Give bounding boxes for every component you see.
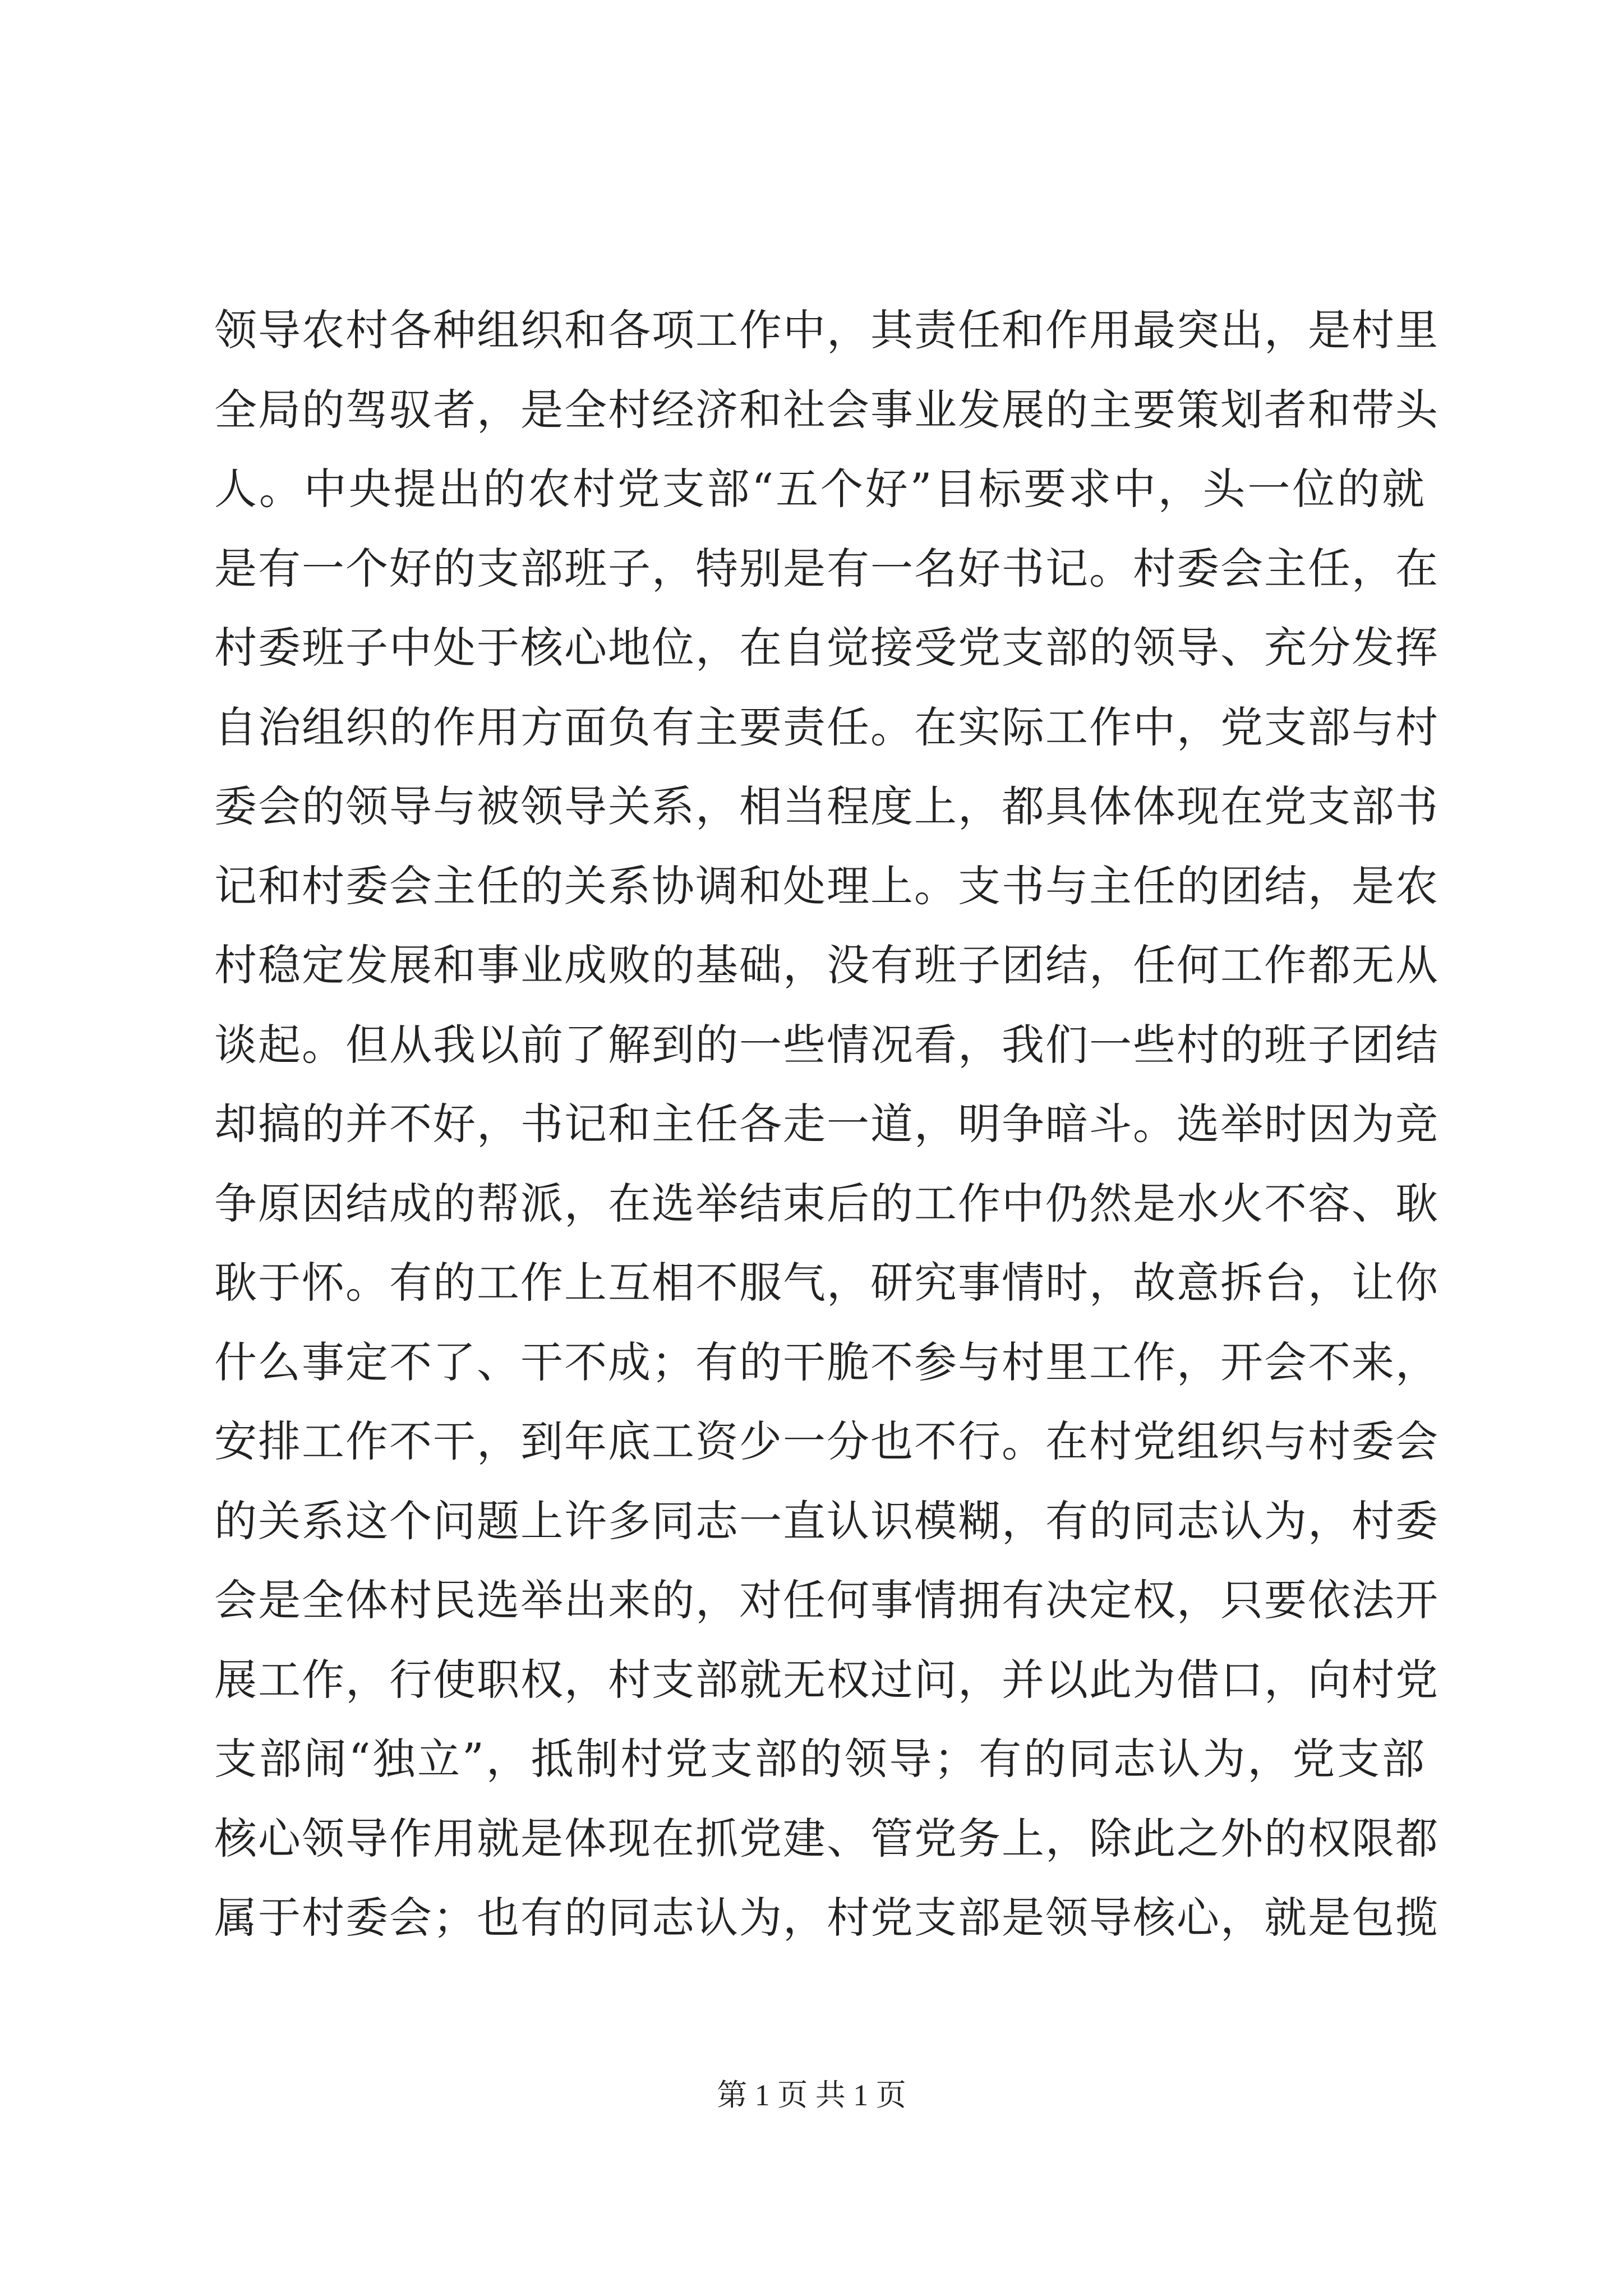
text-line: 却搞的并不好，书记和主任各走一道，明争暗斗。选举时因为竞	[214, 1099, 1439, 1149]
text-line: 展工作，行使职权，村支部就无权过问，并以此为借口，向村党	[214, 1654, 1439, 1705]
text-line: 什么事定不了、干不成；有的干脆不参与村里工作，开会不来，	[214, 1337, 1439, 1387]
text-line: 是有一个好的支部班子，特别是有一名好书记。村委会主任，在	[214, 543, 1439, 593]
text-line: 自治组织的作用方面负有主要责任。在实际工作中，党支部与村	[214, 702, 1439, 752]
text-line: 人。中央提出的农村党支部“五个好”目标要求中，头一位的就	[214, 464, 1426, 514]
text-line: 的关系这个问题上许多同志一直认识模糊，有的同志认为，村委	[214, 1496, 1439, 1546]
text-line: 委会的领导与被领导关系，相当程度上，都具体体现在党支部书	[214, 781, 1439, 831]
page-footer: 第 1 页 共 1 页	[717, 2078, 906, 2112]
text-line: 核心领导作用就是体现在抓党建、管党务上，除此之外的权限都	[214, 1813, 1439, 1864]
text-line: 属于村委会；也有的同志认为，村党支部是领导核心，就是包揽	[214, 1893, 1439, 1943]
text-line: 耿于怀。有的工作上互相不服气，研究事情时，故意拆台，让你	[214, 1258, 1439, 1308]
text-line: 支部闹“独立”，抵制村党支部的领导；有的同志认为，党支部	[214, 1734, 1426, 1784]
text-line: 会是全体村民选举出来的，对任何事情拥有决定权，只要依法开	[214, 1575, 1439, 1625]
text-line: 村稳定发展和事业成败的基础，没有班子团结，任何工作都无从	[214, 940, 1439, 990]
body-text	[214, 291, 1439, 1958]
text-line: 全局的驾驭者，是全村经济和社会事业发展的主要策划者和带头	[214, 384, 1439, 435]
text-line: 安排工作不干，到年底工资少一分也不行。在村党组织与村委会	[214, 1416, 1439, 1466]
text-line: 记和村委会主任的关系协调和处理上。支书与主任的团结，是农	[214, 861, 1439, 911]
text-line: 村委班子中处于核心地位，在自觉接受党支部的领导、充分发挥	[214, 623, 1439, 673]
text-line: 争原因结成的帮派，在选举结束后的工作中仍然是水火不容、耿	[214, 1178, 1439, 1228]
text-line: 谈起。但从我以前了解到的一些情况看，我们一些村的班子团结	[214, 1019, 1439, 1070]
text-line: 领导农村各种组织和各项工作中，其责任和作用最突出，是村里	[214, 305, 1439, 355]
